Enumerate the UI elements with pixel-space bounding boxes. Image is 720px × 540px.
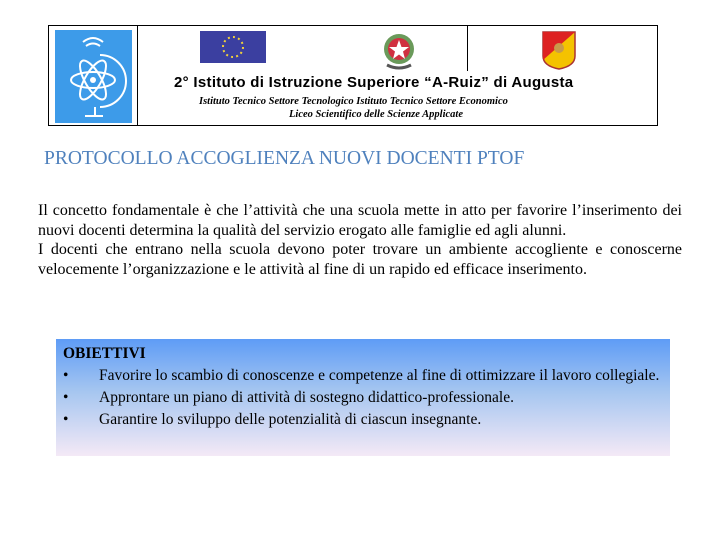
page-title: PROTOCOLLO ACCOGLIENZA NUOVI DOCENTI PTOF [44, 148, 525, 169]
paragraph: I docenti che entrano nella scuola devono poter trovare un ambiente accogliente e conoscerne velocemente l’organizzazione e le attività al fine di un rapido ed efficace inserimento. [38, 241, 682, 279]
bullet-icon: • [63, 367, 69, 384]
list-item [63, 409, 662, 431]
objectives-box [56, 339, 670, 456]
divider [137, 26, 138, 126]
divider [467, 26, 468, 71]
objective-text: Approntare un piano di attività di sostegno didattico-professionale. [99, 389, 514, 406]
school-logo-icon [55, 30, 132, 123]
objective-text: Favorire lo scambio di conoscenze e competenze al fine di ottimizzare il lavoro collegiale. [99, 367, 660, 384]
school-subtitle-1: Istituto Tecnico Settore Tecnologico Istituto Tecnico Settore Economico [199, 96, 508, 107]
eu-flag-icon [200, 31, 266, 63]
school-subtitle-2: Liceo Scientifico delle Scienze Applicate [289, 109, 463, 120]
bullet-icon: • [63, 389, 69, 406]
sicily-flag-icon [541, 30, 577, 70]
intro-text [38, 201, 682, 280]
list-item [63, 387, 662, 409]
list-item [63, 365, 662, 387]
objectives-heading: OBIETTIVI [63, 345, 146, 362]
objective-text: Garantire lo sviluppo delle potenzialità di ciascun insegnante. [99, 411, 482, 428]
paragraph: Il concetto fondamentale è che l’attività che una scuola mette in atto per favorire l’inserimento dei nuovi docenti determina la qualità del servizio erogato alle famiglie ed agli alunni. [38, 202, 682, 239]
letterhead [48, 25, 658, 126]
italian-emblem-icon [379, 31, 419, 71]
bullet-icon: • [63, 411, 69, 428]
school-name: 2° Istituto di Istruzione Superiore “A-Ruiz” di Augusta [174, 74, 574, 91]
